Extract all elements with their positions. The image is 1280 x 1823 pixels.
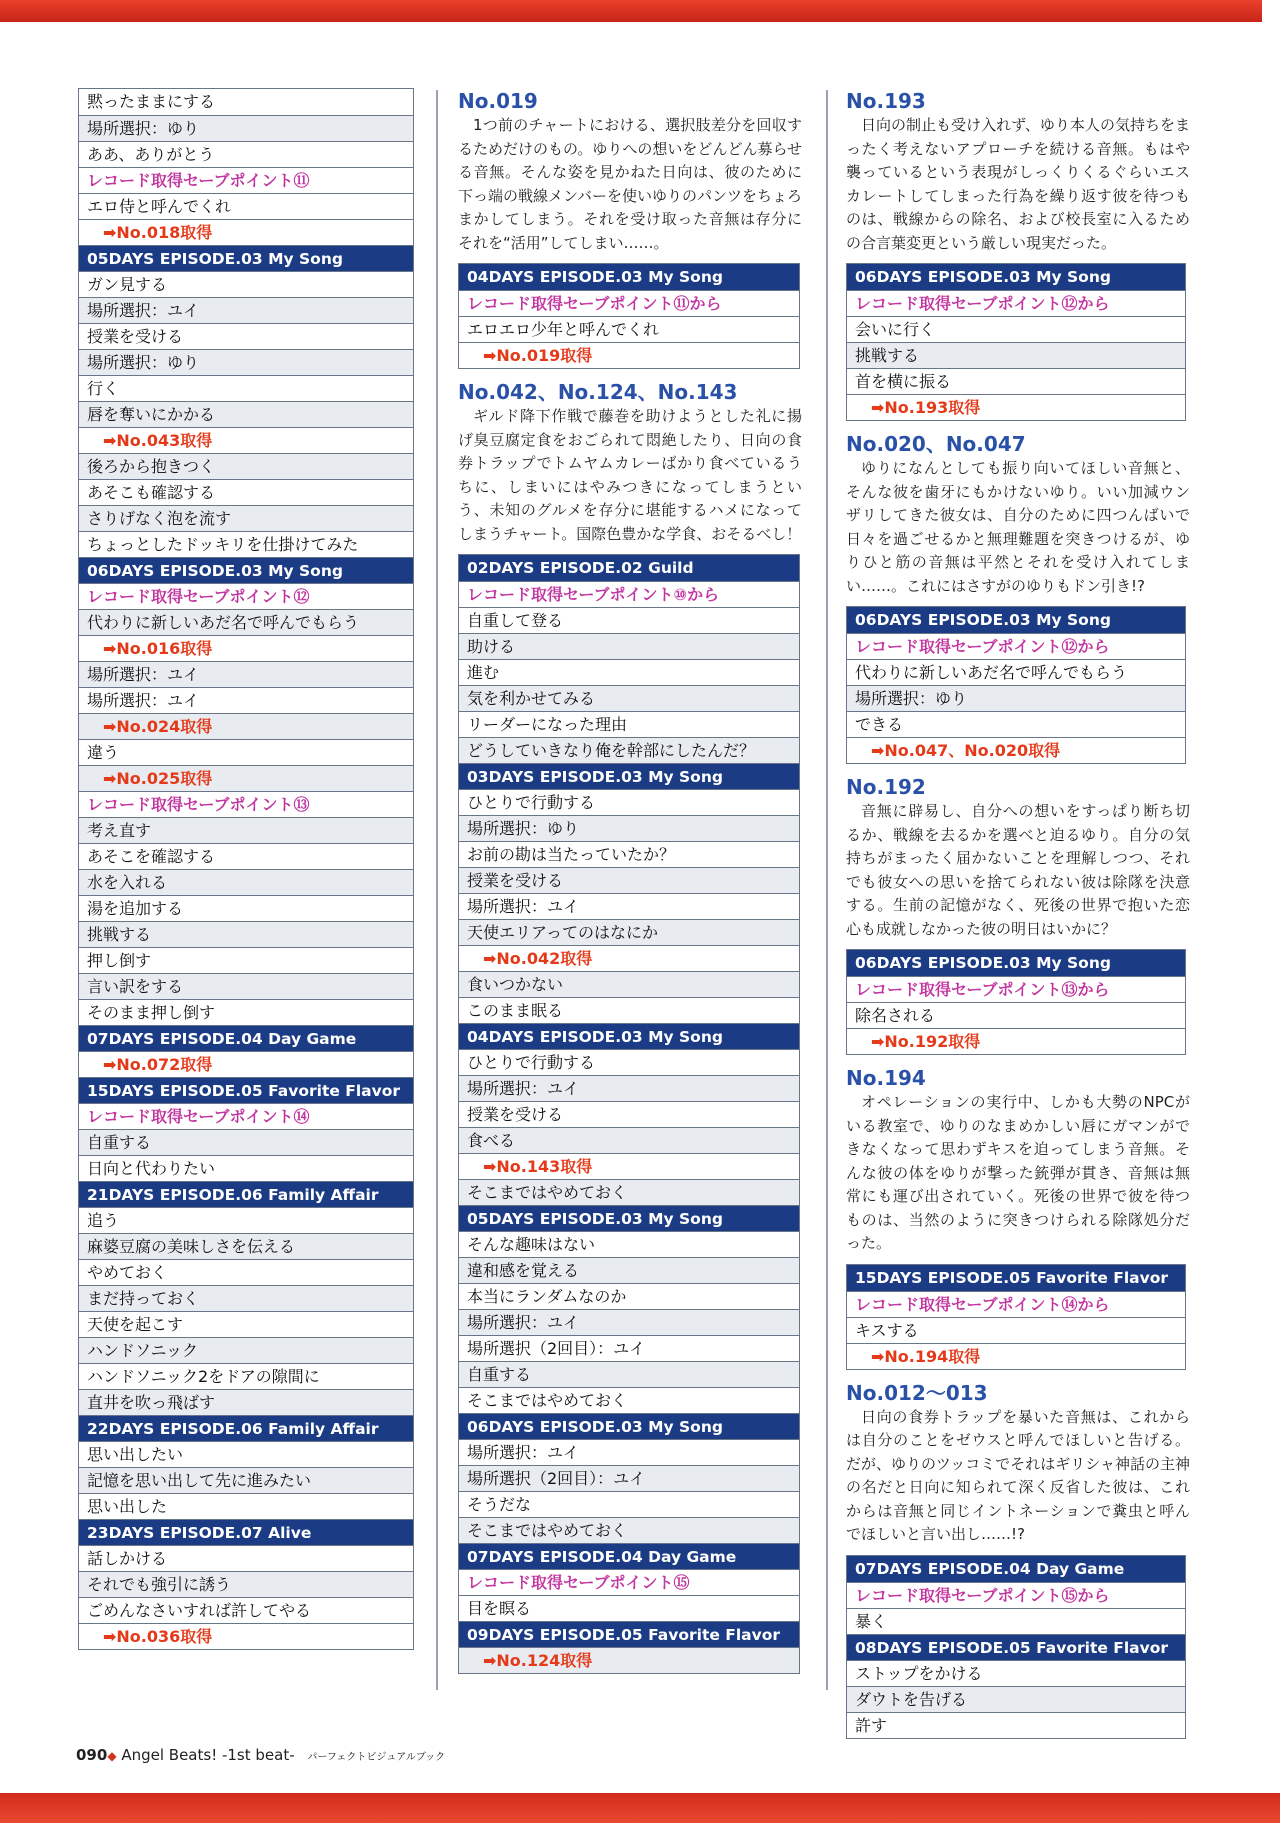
page-number: 090 (76, 1746, 108, 1764)
top-border-bar (0, 0, 1280, 22)
choice-row: 場所選択：ユイ (79, 297, 413, 323)
choice-row: 麻婆豆腐の美味しさを伝える (79, 1233, 413, 1259)
section-title: No.012〜013 (846, 1380, 988, 1405)
choice-row: そこまではやめておく (459, 1179, 799, 1205)
choice-row: 許す (847, 1712, 1185, 1738)
column-2 (458, 88, 802, 1674)
unlock-result-row: ➡No.042取得 (459, 945, 799, 971)
episode-header-row: 06DAYS EPISODE.03 My Song (459, 1413, 799, 1439)
section-description: 日向の食券トラップを暴いた音無は、これからは自分のことをゼウスと呼んでほしいと告げる。だが、ゆりのツッコミでそれはギリシャ神話の主神の名だと日向に知られて深く反省した彼は、これからは音無と同じイントネーションで糞虫と呼んでほしいと言い出し……!? (846, 1407, 1190, 1543)
episode-header-row: 07DAYS EPISODE.04 Day Game (79, 1025, 413, 1051)
choice-row: 思い出したい (79, 1441, 413, 1467)
choice-row: 場所選択（2回目）：ユイ (459, 1465, 799, 1491)
flowchart-table (846, 606, 1186, 764)
save-point-row: レコード取得セーブポイント⑫から (847, 290, 1185, 316)
choice-row: そのまま押し倒す (79, 999, 413, 1025)
episode-header-row: 06DAYS EPISODE.03 My Song (79, 557, 413, 583)
flowchart-table (458, 554, 800, 1674)
choice-row: 場所選択：ゆり (79, 349, 413, 375)
choice-row: 湯を追加する (79, 895, 413, 921)
unlock-result-row: ➡No.192取得 (847, 1028, 1185, 1054)
unlock-result-row: ➡No.047、No.020取得 (847, 737, 1185, 763)
choice-row: あそこを確認する (79, 843, 413, 869)
save-point-row: レコード取得セーブポイント⑭ (79, 1103, 413, 1129)
unlock-result-row: ➡No.019取得 (459, 342, 799, 368)
choice-row: 場所選択：ユイ (459, 893, 799, 919)
choice-row: 思い出した (79, 1493, 413, 1519)
episode-header-row: 03DAYS EPISODE.03 My Song (459, 763, 799, 789)
episode-header-row: 15DAYS EPISODE.05 Favorite Flavor (847, 1265, 1185, 1291)
unlock-result-row: ➡No.025取得 (79, 765, 413, 791)
choice-row: 行く (79, 375, 413, 401)
choice-row: 暴く (847, 1608, 1185, 1634)
choice-row: 天使を起こす (79, 1311, 413, 1337)
choice-row: 助ける (459, 633, 799, 659)
choice-row: 代わりに新しいあだ名で呼んでもらう (79, 609, 413, 635)
episode-header-row: 21DAYS EPISODE.06 Family Affair (79, 1181, 413, 1207)
choice-row: 場所選択：ユイ (79, 661, 413, 687)
section-title: No.193 (846, 89, 926, 113)
section-no-192 (846, 774, 1190, 1055)
choice-row: できる (847, 711, 1185, 737)
episode-header-row: 04DAYS EPISODE.03 My Song (459, 1023, 799, 1049)
flowchart-table (846, 263, 1186, 421)
choice-row: ガン見する (79, 271, 413, 297)
save-point-row: レコード取得セーブポイント⑬から (847, 976, 1185, 1002)
section-description: ゆりになんとしても振り向いてほしい音無と、そんな彼を歯牙にもかけないゆり。いい加減ウンザリしてきた彼女は、自分のために四つんばいで日々を過ごせるかと無理難題を突きつけるが、ゆりひと筋の音無は平然とそれを受け入れてしまい……。これにはさすがのゆりもドン引き!? (846, 459, 1190, 595)
choice-row: さりげなく泡を流す (79, 505, 413, 531)
choice-row: 場所選択：ゆり (847, 685, 1185, 711)
column-1 (78, 88, 414, 1650)
choice-row: どうしていきなり俺を幹部にしたんだ？ (459, 737, 799, 763)
unlock-result-row: ➡No.036取得 (79, 1623, 413, 1649)
choice-row: 場所選択：ユイ (459, 1309, 799, 1335)
choice-row: 挑戦する (79, 921, 413, 947)
episode-header-row: 08DAYS EPISODE.05 Favorite Flavor (847, 1634, 1185, 1660)
book-subtitle: パーフェクトビジュアルブック (307, 1752, 446, 1763)
choice-row: 授業を受ける (459, 867, 799, 893)
choice-row: ひとりで行動する (459, 789, 799, 815)
choice-row: そこまではやめておく (459, 1387, 799, 1413)
choice-row: 追う (79, 1207, 413, 1233)
bottom-border-bar (0, 1793, 1280, 1823)
save-point-row: レコード取得セーブポイント⑪ (79, 167, 413, 193)
episode-header-row: 07DAYS EPISODE.04 Day Game (459, 1543, 799, 1569)
section-title: No.020、No.047 (846, 432, 1026, 456)
diamond-icon: ◆ (107, 1749, 117, 1763)
choice-row: 記憶を思い出して先に進みたい (79, 1467, 413, 1493)
section-no-020-047 (846, 431, 1190, 764)
episode-header-row: 09DAYS EPISODE.05 Favorite Flavor (459, 1621, 799, 1647)
choice-row: そんな趣味はない (459, 1231, 799, 1257)
choice-row: 天使エリアってのはなにか (459, 919, 799, 945)
unlock-result-row: ➡No.024取得 (79, 713, 413, 739)
choice-row: そうだな (459, 1491, 799, 1517)
choice-row: 言い訳をする (79, 973, 413, 999)
unlock-result-row: ➡No.143取得 (459, 1153, 799, 1179)
choice-row: 場所選択：ゆり (459, 815, 799, 841)
episode-header-row: 06DAYS EPISODE.03 My Song (847, 950, 1185, 976)
section-no-012-013 (846, 1380, 1190, 1739)
choice-row: エロエロ少年と呼んでくれ (459, 316, 799, 342)
choice-row: キスする (847, 1317, 1185, 1343)
choice-row: ストップをかける (847, 1660, 1185, 1686)
save-point-row: レコード取得セーブポイント⑫から (847, 633, 1185, 659)
choice-row: 食いつかない (459, 971, 799, 997)
top-bar-corner (1262, 0, 1280, 22)
unlock-result-row: ➡No.043取得 (79, 427, 413, 453)
choice-row: あそこも確認する (79, 479, 413, 505)
choice-row: 目を瞑る (459, 1595, 799, 1621)
section-description: 日向の制止も受け入れず、ゆり本人の気持ちをまったく考えないアプローチを続ける音無。もはや襲っているという表現がしっくりくるぐらいエスカレートしてしまった行為を繰り返す彼を待つものは、戦線からの除名、および校長室に入るための合言葉変更という厳しい現実だった。 (846, 116, 1190, 252)
choice-row: 場所選択（2回目）：ユイ (459, 1335, 799, 1361)
save-point-row: レコード取得セーブポイント⑬ (79, 791, 413, 817)
choice-row: 黙ったままにする (79, 89, 413, 115)
unlock-result-row: ➡No.124取得 (459, 1647, 799, 1673)
unlock-result-row: ➡No.193取得 (847, 394, 1185, 420)
choice-row: 考え直す (79, 817, 413, 843)
choice-row: 後ろから抱きつく (79, 453, 413, 479)
choice-row: まだ持っておく (79, 1285, 413, 1311)
choice-row: 代わりに新しいあだ名で呼んでもらう (847, 659, 1185, 685)
flowchart-table (458, 263, 800, 369)
choice-row: 場所選択：ユイ (459, 1075, 799, 1101)
choice-row: このまま眠る (459, 997, 799, 1023)
choice-row: 本当にランダムなのか (459, 1283, 799, 1309)
section-title: No.042、No.124、No.143 (458, 380, 738, 404)
choice-row: ちょっとしたドッキリを仕掛けてみた (79, 531, 413, 557)
choice-row: 除名される (847, 1002, 1185, 1028)
choice-row: 自重して登る (459, 607, 799, 633)
choice-row: 押し倒す (79, 947, 413, 973)
choice-row: エロ侍と呼んでくれ (79, 193, 413, 219)
column-divider-1 (436, 90, 438, 1690)
unlock-result-row: ➡No.018取得 (79, 219, 413, 245)
flowchart-table (78, 88, 414, 1650)
choice-row: 場所選択：ユイ (459, 1439, 799, 1465)
choice-row: 唇を奪いにかかる (79, 401, 413, 427)
choice-row: 違和感を覚える (459, 1257, 799, 1283)
choice-row: 自重する (79, 1129, 413, 1155)
episode-header-row: 05DAYS EPISODE.03 My Song (459, 1205, 799, 1231)
save-point-row: レコード取得セーブポイント⑮ (459, 1569, 799, 1595)
choice-row: ごめんなさいすれば許してやる (79, 1597, 413, 1623)
episode-header-row: 02DAYS EPISODE.02 Guild (459, 555, 799, 581)
choice-row: 水を入れる (79, 869, 413, 895)
unlock-result-row: ➡No.072取得 (79, 1051, 413, 1077)
flowchart-table (846, 1264, 1186, 1370)
flowchart-table (846, 1555, 1186, 1739)
choice-row: 挑戦する (847, 342, 1185, 368)
save-point-row: レコード取得セーブポイント⑮から (847, 1582, 1185, 1608)
section-no-042-124-143 (458, 379, 802, 1674)
unlock-result-row: ➡No.016取得 (79, 635, 413, 661)
section-title: No.194 (846, 1066, 926, 1090)
choice-row: そこまではやめておく (459, 1517, 799, 1543)
choice-row: やめておく (79, 1259, 413, 1285)
save-point-row: レコード取得セーブポイント⑪から (459, 290, 799, 316)
choice-row: 進む (459, 659, 799, 685)
section-title: No.019 (458, 89, 538, 113)
choice-row: 食べる (459, 1127, 799, 1153)
episode-header-row: 15DAYS EPISODE.05 Favorite Flavor (79, 1077, 413, 1103)
choice-row: 場所選択：ユイ (79, 687, 413, 713)
save-point-row: レコード取得セーブポイント⑭から (847, 1291, 1185, 1317)
choice-row: ひとりで行動する (459, 1049, 799, 1075)
choice-row: 気を利かせてみる (459, 685, 799, 711)
section-no-193 (846, 88, 1190, 421)
choice-row: 授業を受ける (79, 323, 413, 349)
choice-row: 会いに行く (847, 316, 1185, 342)
section-description: 1つ前のチャートにおける、選択肢差分を回収するためだけのもの。ゆりへの想いをどんどん募らせる音無。そんな姿を見かねた日向は、彼のために下っ端の戦線メンバーを使いゆりのパンツをちょろまかしてしまう。それを受け取った音無は存分にそれを“活用”してしまい……。 (458, 116, 802, 252)
column-3 (846, 88, 1190, 1739)
section-no-194 (846, 1065, 1190, 1370)
section-description: 音無に辟易し、自分への想いをすっぱり断ち切るか、戦線を去るかを選べと迫るゆり。自分の気持ちがまったく届かないことを理解しつつ、それでも彼女への思いを捨てられない彼は除隊を決意する。生前の記憶がなく、死後の世界で抱いた恋心も成就しなかった彼の明日はいかに？ (846, 802, 1190, 938)
save-point-row: レコード取得セーブポイント⑩から (459, 581, 799, 607)
choice-row: ハンドソニック2をドアの隙間に (79, 1363, 413, 1389)
episode-header-row: 06DAYS EPISODE.03 My Song (847, 607, 1185, 633)
episode-header-row: 05DAYS EPISODE.03 My Song (79, 245, 413, 271)
choice-row: 自重する (459, 1361, 799, 1387)
book-title: Angel Beats! -1st beat- (121, 1746, 295, 1764)
episode-header-row: 04DAYS EPISODE.03 My Song (459, 264, 799, 290)
choice-row: リーダーになった理由 (459, 711, 799, 737)
episode-header-row: 22DAYS EPISODE.06 Family Affair (79, 1415, 413, 1441)
choice-row: ああ、ありがとう (79, 141, 413, 167)
choice-row: お前の勘は当たっていたか？ (459, 841, 799, 867)
choice-row: 首を横に振る (847, 368, 1185, 394)
choice-row: 日向と代わりたい (79, 1155, 413, 1181)
choice-row: 直井を吹っ飛ばす (79, 1389, 413, 1415)
section-description: オペレーションの実行中、しかも大勢のNPCがいる教室で、ゆりのなまめかしい唇にガマンができなくなって思わずキスを迫ってしまう音無。そんな彼の体をゆりが撃った銃弾が貫き、音無は無常にも運び出されていく。死後の世界で彼を待つものは、当然のように突きつけられる除隊処分だった。 (846, 1093, 1190, 1252)
section-no-019 (458, 88, 802, 369)
choice-row: ハンドソニック (79, 1337, 413, 1363)
episode-header-row: 07DAYS EPISODE.04 Day Game (847, 1556, 1185, 1582)
choice-row: 場所選択：ゆり (79, 115, 413, 141)
unlock-result-row: ➡No.194取得 (847, 1343, 1185, 1369)
save-point-row: レコード取得セーブポイント⑫ (79, 583, 413, 609)
flowchart-table (846, 949, 1186, 1055)
section-description: ギルド降下作戦で藤巻を助けようとした礼に揚げ臭豆腐定食をおごられて悶絶したり、日向の食券トラップでトムヤムカレーばかり食べているうちに、しまいにはやみつきになってしまうという、未知のグルメを存分に堪能するハメになってしまうチャート。国際色豊かな学食、おそるべし！ (458, 407, 802, 543)
column-divider-2 (826, 90, 828, 1690)
page-footer (76, 1746, 445, 1764)
choice-row: 話しかける (79, 1545, 413, 1571)
section-title: No.192 (846, 775, 926, 799)
choice-row: ダウトを告げる (847, 1686, 1185, 1712)
choice-row: 授業を受ける (459, 1101, 799, 1127)
episode-header-row: 06DAYS EPISODE.03 My Song (847, 264, 1185, 290)
choice-row: 違う (79, 739, 413, 765)
choice-row: それでも強引に誘う (79, 1571, 413, 1597)
episode-header-row: 23DAYS EPISODE.07 Alive (79, 1519, 413, 1545)
